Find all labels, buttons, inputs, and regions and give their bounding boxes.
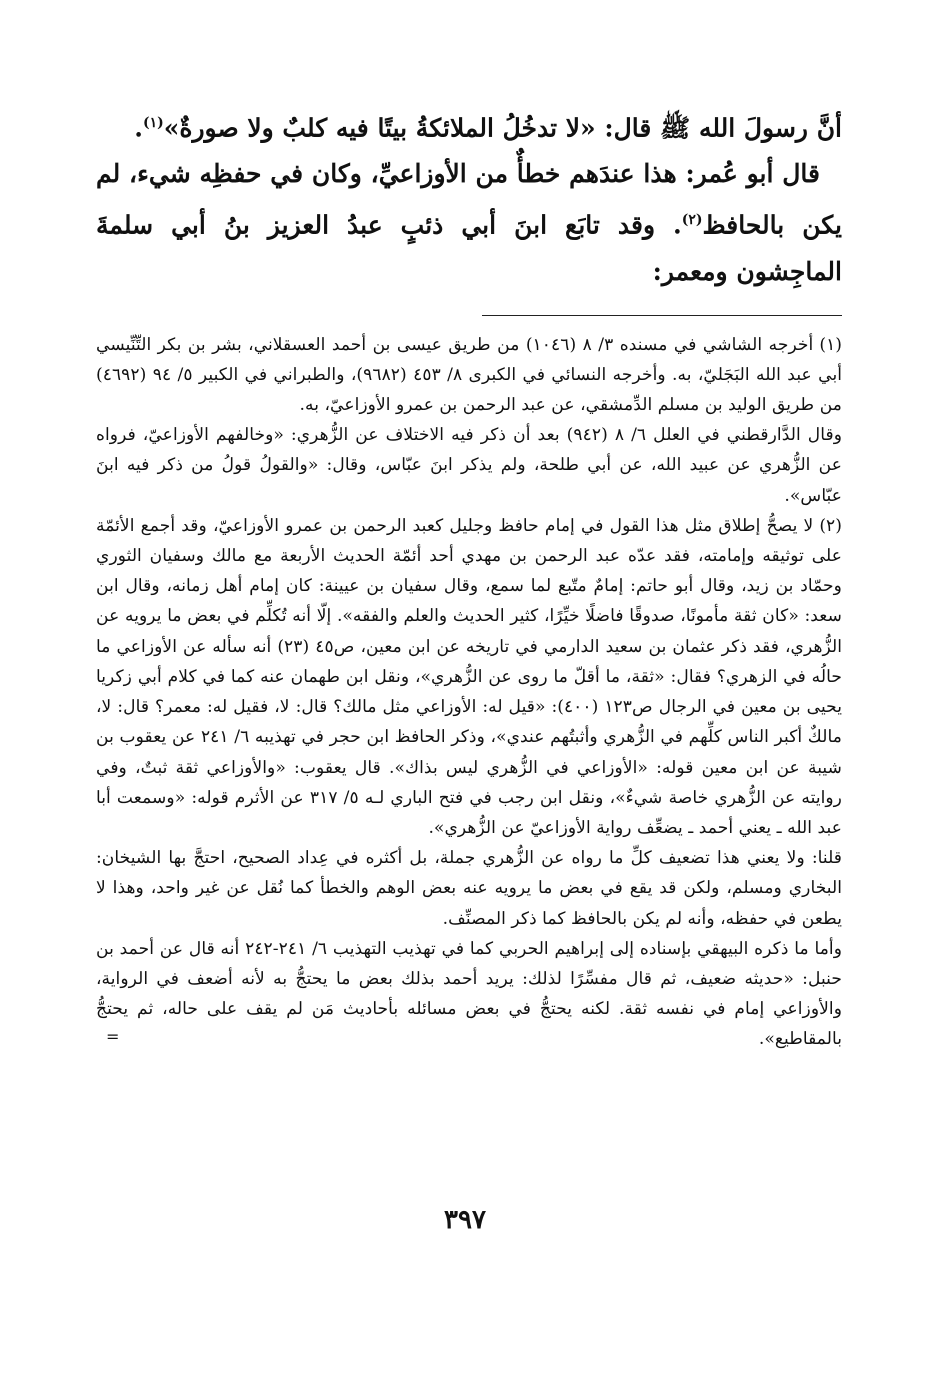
footnote-2-text: لا يصحُّ إطلاق مثل هذا القول في إمام حافظ وجليل كعبد الرحمن بن عمرو الأوزاعيّ، وقد أجمع الأئمّة على توثيقه وإمامته، فقد عدّه عبد الرحمن بن مهدي أحد أئمّة الحديث الأربعة مع مالك وسفيان الثوري وحمّاد بن زيد، وقال أبو حاتم: إمامٌ متّبع لما سمع، وقال سفيان بن عيينة: كان إمام أهل زمانه، وقال ابن سعد: «كان ثقة مأمونًا، صدوقًا فاضلًا خيِّرًا، كثير الحديث والعلم والفقه». إلّا أنه تُكلِّم في بعض ما يرويه عن الزُّهري، فقد ذكر عثمان بن سعيد الدارمي في تاريخه عن ابن معين، ص٤٥ (٢٣) أنه سأله عن الأوزاعي ما حالُه في الزهري؟ فقال: «ثقة، ما أقلّ ما روى عن الزُّهري»، ونقل ابن طهمان عنه كما في كلام أبي زكريا يحيى بن معين في الرجال ص١٢٣ (٤٠٠): «قيل له: الأوزاعي مثل مالك؟ قال: لا، فقيل له: معمر؟ قال: لا، مالكٌ أكبر الناس كلِّهم في الزُّهري وأثبتُهم عندي»، وذكر الحافظ ابن حجر في تهذيبه ٦/ ٢٤١ عن يعقوب بن شيبة عن ابن معين قوله: «الأوزاعي في الزُّهري ليس بذاك». قال يعقوب: «والأوزاعي ثقة ثبتٌ، وفي روايته عن الزُّهري خاصة شيءٌ»، ونقل ابن رجب في فتح الباري لـه ٥/ ٣١٧ عن الأثرم قوله: «وسمعت أبا عبد الله ـ يعني أحمد ـ يضعِّف رواية الأوزاعيّ عن الزُّهري». bbox=[96, 515, 843, 838]
footnote-2 bbox=[96, 511, 842, 843]
footnote-separator bbox=[482, 315, 842, 316]
footnote-2-continuation-2: وأما ما ذكره البيهقي بإسناده إلى إبراهيم الحربي كما في تهذيب التهذيب ٦/ ٢٤١-٢٤٢ أنه قال عن أحمد بن حنبل: «حديثه ضعيف، ثم قال مفسِّرًا لذلك: يريد أحمد بذلك بعض ما يحتجُّ به لأنه أضعف في الرواية، والأوزاعي إمام في نفسه ثقة. لكنه يحتجُّ في بعض مسائله بأحاديث مَن لم يقف على حاله، ثم يحتجُّ بالمقاطيع». bbox=[96, 938, 842, 1050]
main-paragraph-2-text-b: . وقد تابَع ابنَ أبي ذئبٍ عبدُ العزيز بنُ أبي سلمةَ الماجِشون ومعمر: bbox=[96, 210, 842, 286]
main-paragraph-1 bbox=[96, 100, 842, 151]
footnote-1-continuation: وقال الدَّارقطني في العلل ٦/ ٨ (٩٤٢) بعد أن ذكر فيه الاختلاف عن الزُّهري: «وخالفهم الأوزاعيّ، فرواه عن الزُّهري عن عبيد الله، عن أبي طلحة، ولم يذكر ابنَ عبّاس، وقال: «والقولُ قولُ من ذكر فيه ابنَ عبّاس». bbox=[96, 425, 843, 506]
footnote-2-number: (٢) bbox=[819, 515, 842, 536]
footnote-2-continuation-1: قلنا: ولا يعني هذا تضعيف كلِّ ما رواه عن الزُّهري جملة، بل أكثره في عِداد الصحيح، احتجَّ بها الشيخان: البخاري ومسلم، ولكن قد يقع في بعض ما يرويه عنه بعض الوهم والخطأ كما نُقل عن غير واحد، وهذا لا يطعن في حفظه، وأنه لم يكن بالحافظ كما ذكر المصنِّف. bbox=[96, 848, 842, 929]
continuation-mark: = bbox=[106, 1027, 120, 1047]
footnote-ref-1: (١) bbox=[142, 115, 164, 131]
book-page bbox=[96, 100, 842, 1377]
footnote-2-continuation-2-wrap bbox=[96, 934, 842, 1055]
footnotes bbox=[96, 330, 842, 1055]
footnote-1 bbox=[96, 330, 842, 421]
main-paragraph-1-text: أنَّ رسولَ الله ﷺ قال: «لا تدخُلُ الملائكةُ بيتًا فيه كلبٌ ولا صورةٌ» bbox=[163, 113, 842, 143]
main-paragraph-2-text-a: هذا عندَهم خطأٌ من الأوزاعيِّ، وكان في حفظِه شيء، لم يكن بالحافظ bbox=[96, 159, 842, 240]
main-paragraph-1-end: . bbox=[134, 113, 143, 143]
footnote-1-text: أخرجه الشاشي في مسنده ٣/ ٨ (١٠٤٦) من طريق عيسى بن أحمد العسقلاني، بشر بن بكر التِّنِّيسي أبي عبد الله البَجَليّ، به. وأخرجه النسائي في الكبرى ٨/ ٤٥٣ (٩٦٨٢)، والطبراني في الكبير ٥/ ٩٤ (٤٦٩٢) من طريق الوليد بن مسلم الدِّمشقي، عن عبد الرحمن بن عمرو الأوزاعيّ، به. bbox=[96, 334, 843, 416]
main-paragraph-2 bbox=[96, 151, 842, 294]
page-number: ٣٩٧ bbox=[444, 1205, 486, 1235]
main-text bbox=[96, 100, 842, 295]
speaker-label: قال أبو عُمر: bbox=[685, 159, 820, 189]
footnote-1-number: (١) bbox=[819, 334, 843, 355]
footnote-ref-2: (٢) bbox=[681, 212, 703, 229]
